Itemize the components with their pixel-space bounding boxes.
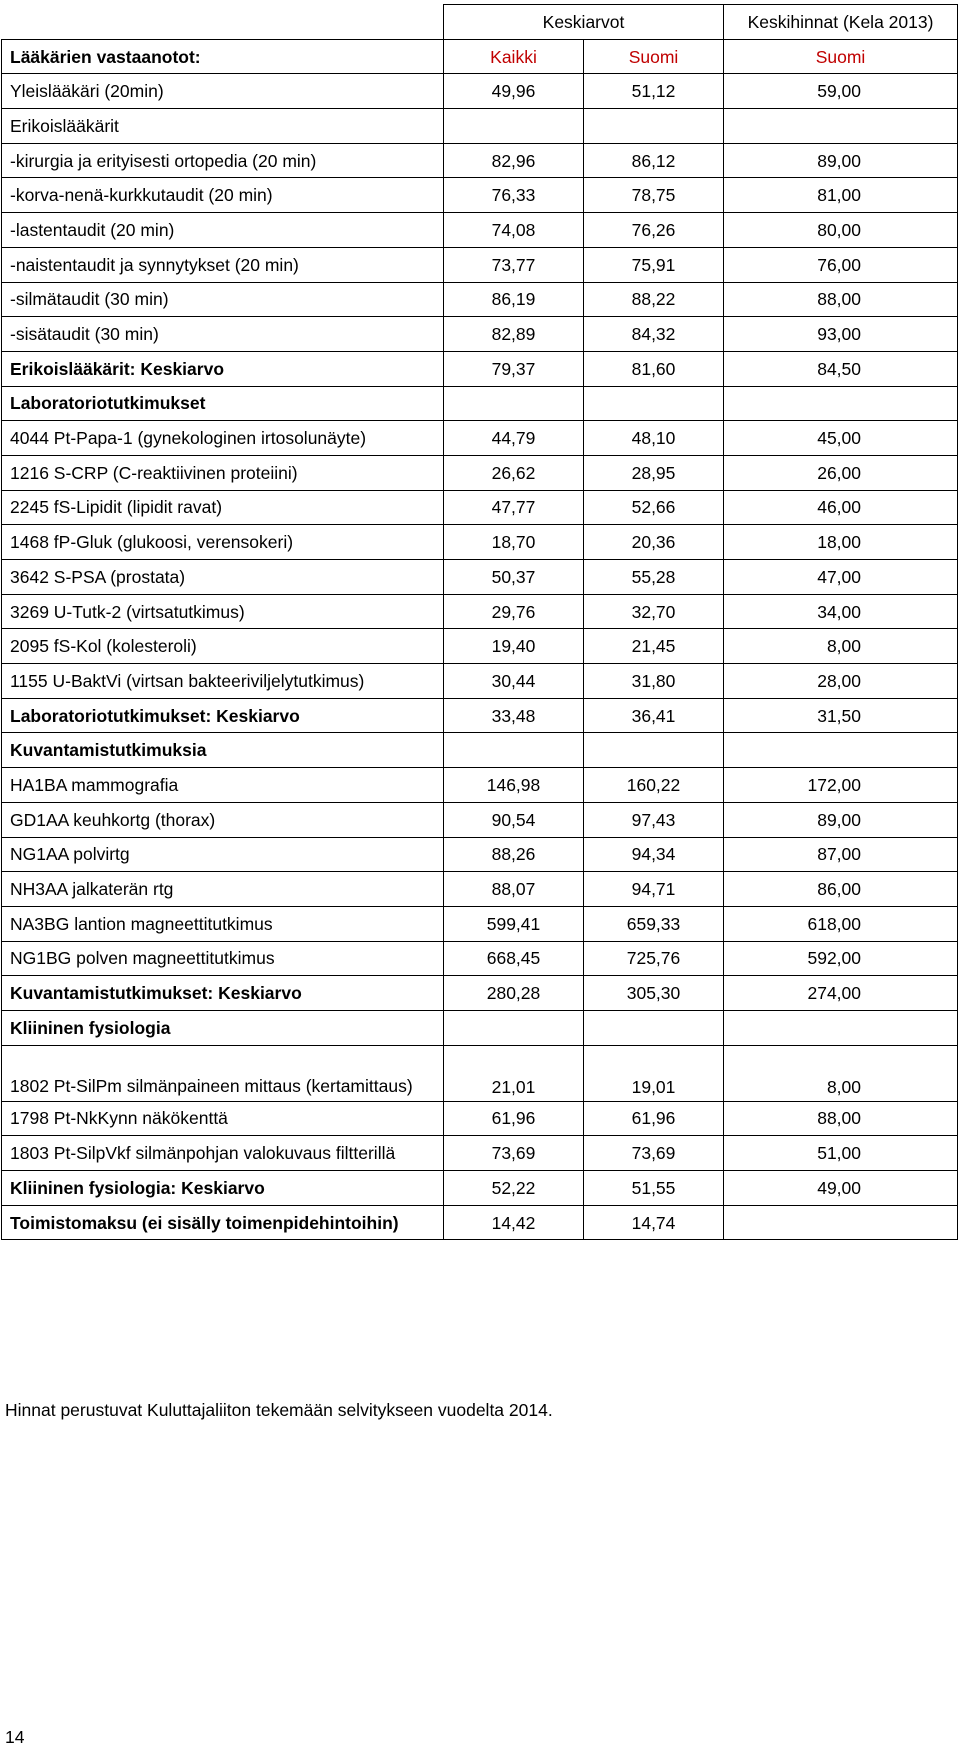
row-label: Yleislääkäri (20min) <box>2 74 444 109</box>
cell-kela <box>724 109 958 144</box>
cell-kela: 88,00 <box>724 282 958 317</box>
cell-kela: 86,00 <box>724 872 958 907</box>
cell-kela: 618,00 <box>724 906 958 941</box>
row-label: Laboratoriotutkimukset <box>2 386 444 421</box>
cell-suomi: 51,55 <box>584 1171 724 1206</box>
cell-suomi <box>584 733 724 768</box>
cell-kaikki: 668,45 <box>444 941 584 976</box>
table-row <box>2 143 958 178</box>
cell-kela: 172,00 <box>724 768 958 803</box>
row-label: NG1BG polven magneettitutkimus <box>2 941 444 976</box>
cell-kaikki: 280,28 <box>444 976 584 1011</box>
table-row <box>2 941 958 976</box>
cell-suomi: 659,33 <box>584 906 724 941</box>
group-header-row <box>2 5 958 40</box>
cell-suomi: 84,32 <box>584 317 724 352</box>
cell-kela: 8,00 <box>724 1045 958 1101</box>
row-label: 3269 U-Tutk-2 (virtsatutkimus) <box>2 594 444 629</box>
cell-suomi <box>584 109 724 144</box>
row-label: -kirurgia ja erityisesti ortopedia (20 min) <box>2 143 444 178</box>
table-row <box>2 421 958 456</box>
row-label: -korva-nenä-kurkkutaudit (20 min) <box>2 178 444 213</box>
cell-kaikki <box>444 1010 584 1045</box>
cell-suomi: 31,80 <box>584 664 724 699</box>
row-label: NG1AA polvirtg <box>2 837 444 872</box>
table-row <box>2 594 958 629</box>
cell-suomi: 55,28 <box>584 560 724 595</box>
table-row <box>2 317 958 352</box>
cell-kaikki: 76,33 <box>444 178 584 213</box>
cell-suomi: 14,74 <box>584 1205 724 1240</box>
table-row <box>2 629 958 664</box>
cell-kaikki: 90,54 <box>444 802 584 837</box>
row-label: GD1AA keuhkortg (thorax) <box>2 802 444 837</box>
row-label: -sisätaudit (30 min) <box>2 317 444 352</box>
cell-kela: 274,00 <box>724 976 958 1011</box>
cell-kaikki: 30,44 <box>444 664 584 699</box>
table-row <box>2 906 958 941</box>
cell-suomi <box>584 386 724 421</box>
cell-kaikki: 61,96 <box>444 1101 584 1136</box>
table-row <box>2 664 958 699</box>
cell-kela: 26,00 <box>724 455 958 490</box>
cell-suomi: 81,60 <box>584 351 724 386</box>
footnote: Hinnat perustuvat Kuluttajaliiton tekemään selvitykseen vuodelta 2014. <box>5 1400 553 1420</box>
cell-kaikki: 47,77 <box>444 490 584 525</box>
table-row <box>2 213 958 248</box>
cell-kela: 89,00 <box>724 143 958 178</box>
cell-kela <box>724 733 958 768</box>
table-row <box>2 976 958 1011</box>
cell-kaikki: 26,62 <box>444 455 584 490</box>
cell-kaikki: 79,37 <box>444 351 584 386</box>
cell-suomi: 97,43 <box>584 802 724 837</box>
table-row <box>2 1205 958 1240</box>
group-header-keskihinnat: Keskihinnat (Kela 2013) <box>724 5 958 40</box>
group-header-keskiarvot: Keskiarvot <box>444 5 724 40</box>
table-row <box>2 802 958 837</box>
cell-suomi: 76,26 <box>584 213 724 248</box>
cell-kaikki: 74,08 <box>444 213 584 248</box>
row-label: 1155 U-BaktVi (virtsan bakteeriviljelytutkimus) <box>2 664 444 699</box>
table-row <box>2 109 958 144</box>
cell-kaikki <box>444 733 584 768</box>
cell-kaikki: 19,40 <box>444 629 584 664</box>
row-label: 1803 Pt-SilpVkf silmänpohjan valokuvaus filtterillä <box>2 1136 444 1171</box>
table-row <box>2 872 958 907</box>
cell-kela: 18,00 <box>724 525 958 560</box>
page-number: 14 <box>5 1727 25 1747</box>
row-label: Kliininen fysiologia: Keskiarvo <box>2 1171 444 1206</box>
cell-kela: 84,50 <box>724 351 958 386</box>
cell-kaikki: 44,79 <box>444 421 584 456</box>
cell-suomi: 73,69 <box>584 1136 724 1171</box>
cell-kela: 592,00 <box>724 941 958 976</box>
cell-kela: 28,00 <box>724 664 958 699</box>
table-row <box>2 1136 958 1171</box>
cell-kela <box>724 1010 958 1045</box>
cell-kaikki: 18,70 <box>444 525 584 560</box>
cell-kela: 59,00 <box>724 74 958 109</box>
cell-kela: 81,00 <box>724 178 958 213</box>
table-row <box>2 351 958 386</box>
row-label: Kuvantamistutkimukset: Keskiarvo <box>2 976 444 1011</box>
row-label: Toimistomaksu (ei sisälly toimenpidehintoihin) <box>2 1205 444 1240</box>
cell-suomi: 94,71 <box>584 872 724 907</box>
row-label: 2245 fS-Lipidit (lipidit ravat) <box>2 490 444 525</box>
table-row <box>2 178 958 213</box>
row-label: 1468 fP-Gluk (glukoosi, verensokeri) <box>2 525 444 560</box>
cell-suomi: 20,36 <box>584 525 724 560</box>
cell-kaikki: 86,19 <box>444 282 584 317</box>
cell-kela: 31,50 <box>724 698 958 733</box>
cell-kela: 45,00 <box>724 421 958 456</box>
cell-suomi: 160,22 <box>584 768 724 803</box>
cell-kela <box>724 386 958 421</box>
cell-kela: 34,00 <box>724 594 958 629</box>
cell-kaikki: 50,37 <box>444 560 584 595</box>
cell-suomi: 36,41 <box>584 698 724 733</box>
row-label: -naistentaudit ja synnytykset (20 min) <box>2 247 444 282</box>
cell-suomi: 88,22 <box>584 282 724 317</box>
cell-kaikki: 82,96 <box>444 143 584 178</box>
row-label: -silmätaudit (30 min) <box>2 282 444 317</box>
table-row <box>2 490 958 525</box>
cell-suomi: 32,70 <box>584 594 724 629</box>
cell-kela: 89,00 <box>724 802 958 837</box>
row-label: 4044 Pt-Papa-1 (gynekologinen irtosolunäyte) <box>2 421 444 456</box>
row-label: NH3AA jalkaterän rtg <box>2 872 444 907</box>
column-header-kaikki: Kaikki <box>444 39 584 74</box>
table-row <box>2 1101 958 1136</box>
row-label: -lastentaudit (20 min) <box>2 213 444 248</box>
cell-kela: 93,00 <box>724 317 958 352</box>
cell-kaikki: 33,48 <box>444 698 584 733</box>
table-row <box>2 768 958 803</box>
cell-kaikki: 146,98 <box>444 768 584 803</box>
cell-kaikki <box>444 386 584 421</box>
table-row <box>2 698 958 733</box>
cell-kela: 87,00 <box>724 837 958 872</box>
cell-suomi: 19,01 <box>584 1045 724 1101</box>
table-row <box>2 733 958 768</box>
cell-kela <box>724 1205 958 1240</box>
cell-kaikki: 21,01 <box>444 1045 584 1101</box>
cell-kaikki: 599,41 <box>444 906 584 941</box>
cell-kaikki: 88,07 <box>444 872 584 907</box>
cell-suomi: 86,12 <box>584 143 724 178</box>
cell-suomi: 725,76 <box>584 941 724 976</box>
cell-suomi: 305,30 <box>584 976 724 1011</box>
column-header-kela-suomi: Suomi <box>724 39 958 74</box>
cell-kela: 76,00 <box>724 247 958 282</box>
row-label: 1798 Pt-NkKynn näkökenttä <box>2 1101 444 1136</box>
row-label: HA1BA mammografia <box>2 768 444 803</box>
cell-kela: 46,00 <box>724 490 958 525</box>
table-row <box>2 282 958 317</box>
cell-suomi: 78,75 <box>584 178 724 213</box>
cell-kaikki: 29,76 <box>444 594 584 629</box>
table-row <box>2 837 958 872</box>
cell-suomi: 52,66 <box>584 490 724 525</box>
table-row <box>2 1045 958 1101</box>
row-label: 1802 Pt-SilPm silmänpaineen mittaus (kertamittaus) <box>2 1045 444 1101</box>
table-row <box>2 247 958 282</box>
price-table <box>1 4 958 1240</box>
row-label: Erikoislääkärit: Keskiarvo <box>2 351 444 386</box>
cell-kela: 80,00 <box>724 213 958 248</box>
section-title: Lääkärien vastaanotot: <box>2 39 444 74</box>
header-empty-cell <box>2 5 444 40</box>
table-row <box>2 525 958 560</box>
table-row <box>2 455 958 490</box>
cell-suomi: 75,91 <box>584 247 724 282</box>
cell-kela: 8,00 <box>724 629 958 664</box>
row-label: NA3BG lantion magneettitutkimus <box>2 906 444 941</box>
row-label: Kuvantamistutkimuksia <box>2 733 444 768</box>
cell-suomi <box>584 1010 724 1045</box>
cell-suomi: 28,95 <box>584 455 724 490</box>
cell-kaikki: 73,77 <box>444 247 584 282</box>
row-label: Kliininen fysiologia <box>2 1010 444 1045</box>
cell-kela: 47,00 <box>724 560 958 595</box>
table-row <box>2 1171 958 1206</box>
cell-kela: 88,00 <box>724 1101 958 1136</box>
cell-suomi: 48,10 <box>584 421 724 456</box>
cell-kaikki: 49,96 <box>444 74 584 109</box>
table-row <box>2 560 958 595</box>
row-label: 1216 S-CRP (C-reaktiivinen proteiini) <box>2 455 444 490</box>
cell-kaikki <box>444 109 584 144</box>
cell-kaikki: 52,22 <box>444 1171 584 1206</box>
cell-kaikki: 88,26 <box>444 837 584 872</box>
cell-suomi: 51,12 <box>584 74 724 109</box>
cell-kaikki: 73,69 <box>444 1136 584 1171</box>
row-label: 2095 fS-Kol (kolesteroli) <box>2 629 444 664</box>
cell-kaikki: 14,42 <box>444 1205 584 1240</box>
column-header-row <box>2 39 958 74</box>
table-row <box>2 386 958 421</box>
column-header-suomi: Suomi <box>584 39 724 74</box>
cell-suomi: 61,96 <box>584 1101 724 1136</box>
cell-kela: 51,00 <box>724 1136 958 1171</box>
table-row <box>2 1010 958 1045</box>
row-label: Laboratoriotutkimukset: Keskiarvo <box>2 698 444 733</box>
row-label: Erikoislääkärit <box>2 109 444 144</box>
cell-kela: 49,00 <box>724 1171 958 1206</box>
row-label: 3642 S-PSA (prostata) <box>2 560 444 595</box>
cell-suomi: 94,34 <box>584 837 724 872</box>
cell-kaikki: 82,89 <box>444 317 584 352</box>
cell-suomi: 21,45 <box>584 629 724 664</box>
table-row <box>2 74 958 109</box>
